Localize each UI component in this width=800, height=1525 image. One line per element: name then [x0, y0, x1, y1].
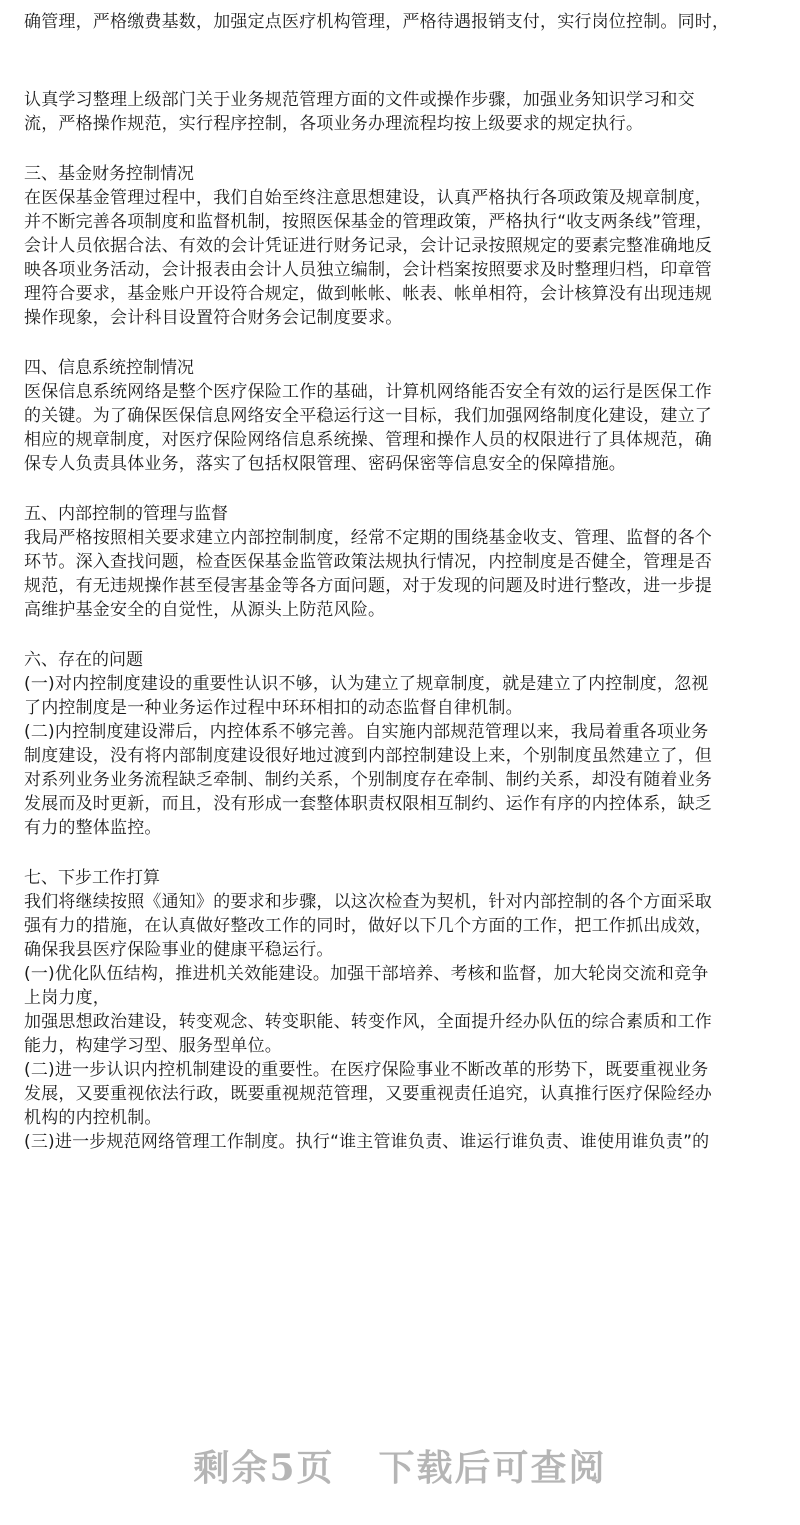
text-line: 保专人负责具体业务，落实了包括权限管理、密码保密等信息安全的保障措施。	[24, 454, 626, 474]
text-line: 强有力的措施，在认真做好整改工作的同时，做好以下几个方面的工作，把工作抓出成效，	[24, 916, 712, 936]
text-line: 理符合要求，基金账户开设符合规定，做到帐帐、帐表、帐单相符，会计核算没有出现违规	[24, 284, 712, 304]
text-line: 有力的整体监控。	[24, 818, 162, 838]
text-line: 制度建设，没有将内部制度建设很好地过渡到内部控制建设上来，个别制度虽然建立了，但	[24, 746, 712, 766]
section-info-system-control	[24, 356, 778, 476]
text-line: 确管理，严格缴费基数，加强定点医疗机构管理，严格待遇报销支付，实行岗位控制。同时，	[24, 12, 730, 32]
text-line: 映各项业务活动，会计报表由会计人员独立编制，会计档案按照要求及时整理归档，印章管	[24, 260, 712, 280]
text-line: (二)内控制度建设滞后，内控体系不够完善。自实施内部规范管理以来，我局着重各项业务	[24, 722, 709, 742]
text-line: 我局严格按照相关要求建立内部控制制度，经常不定期的围绕基金收支、管理、监督的各个	[24, 528, 712, 548]
text-line: 在医保基金管理过程中，我们自始至终注意思想建设，认真严格执行各项政策及规章制度，	[24, 188, 712, 208]
text-line: 高维护基金安全的自觉性，从源头上防范风险。	[24, 600, 386, 620]
text-line: 规范，有无违规操作甚至侵害基金等各方面问题，对于发现的问题及时进行整改，进一步提	[24, 576, 712, 596]
remaining-pages-label[interactable]: 剩余5页	[193, 1446, 335, 1489]
text-line: 确保我县医疗保险事业的健康平稳运行。	[24, 940, 334, 960]
section-heading: 四、信息系统控制情况	[24, 358, 194, 378]
text-line: 医保信息系统网络是整个医疗保险工作的基础，计算机网络能否安全有效的运行是医保工作	[24, 382, 712, 402]
section-heading: 三、基金财务控制情况	[24, 164, 194, 184]
text-line: 流，严格操作规范，实行程序控制，各项业务办理流程均按上级要求的规定执行。	[24, 114, 644, 134]
section-fund-finance-control	[24, 162, 778, 330]
text-line: 认真学习整理上级部门关于业务规范管理方面的文件或操作步骤，加强业务知识学习和交	[24, 90, 695, 110]
text-line: 并不断完善各项制度和监督机制，按照医保基金的管理政策，严格执行“收支两条线”管理，	[24, 212, 713, 232]
text-line: (二)进一步认识内控机制建设的重要性。在医疗保险事业不断改革的形势下，既要重视业务	[24, 1060, 709, 1080]
text-line: 机构的内控机制。	[24, 1108, 162, 1128]
download-to-view-label[interactable]: 下载后可查阅	[378, 1446, 607, 1489]
text-line: 加强思想政治建设，转变观念、转变职能、转变作风，全面提升经办队伍的综合素质和工作	[24, 1012, 712, 1032]
text-line: 上岗力度，	[24, 988, 110, 1008]
text-line: 发展而及时更新，而且，没有形成一套整体职责权限相互制约、运作有序的内控体系，缺乏	[24, 794, 712, 814]
text-line: 对系列业务业务流程缺乏牵制、制约关系，个别制度存在牵制、制约关系，却没有随着业务	[24, 770, 712, 790]
section-internal-control-supervision	[24, 502, 778, 622]
text-line: (三)进一步规范网络管理工作制度。执行“谁主管谁负责、谁运行谁负责、谁使用谁负责”的	[24, 1132, 710, 1152]
section-heading: 七、下步工作打算	[24, 868, 160, 888]
text-line: 相应的规章制度，对医疗保险网络信息系统操、管理和操作人员的权限进行了具体规范，确	[24, 430, 712, 450]
section-heading: 五、内部控制的管理与监督	[24, 504, 228, 524]
section-existing-problems	[24, 648, 778, 840]
text-line: (一)优化队伍结构，推进机关效能建设。加强干部培养、考核和监督，加大轮岗交流和竞争	[24, 964, 709, 984]
text-line: 操作现象，会计科目设置符合财务会记制度要求。	[24, 308, 403, 328]
text-line: 了内控制度是一种业务运作过程中环环相扣的动态监督自律机制。	[24, 698, 523, 718]
text-line: 我们将继续按照《通知》的要求和步骤，以这次检查为契机，针对内部控制的各个方面采取	[24, 892, 712, 912]
text-line: 发展，又要重视依法行政，既要重视规范管理，又要重视责任追究，认真推行医疗保险经办	[24, 1084, 712, 1104]
text-line: 能力，构建学习型、服务型单位。	[24, 1036, 282, 1056]
text-line: 的关键。为了确保医保信息网络安全平稳运行这一目标，我们加强网络制度化建设，建立了	[24, 406, 712, 426]
text-line: 会计人员依据合法、有效的会计凭证进行财务记录，会计记录按照规定的要素完整准确地反	[24, 236, 712, 256]
document-body	[24, 0, 778, 1154]
section-next-steps	[24, 866, 778, 1154]
text-line: (一)对内控制度建设的重要性认识不够，认为建立了规章制度，就是建立了内控制度，忽视	[24, 674, 709, 694]
section-heading: 六、存在的问题	[24, 650, 143, 670]
download-prompt[interactable]	[0, 1420, 800, 1510]
text-line: 环节。深入查找问题，检查医保基金监管政策法规执行情况，内控制度是否健全，管理是否	[24, 552, 712, 572]
